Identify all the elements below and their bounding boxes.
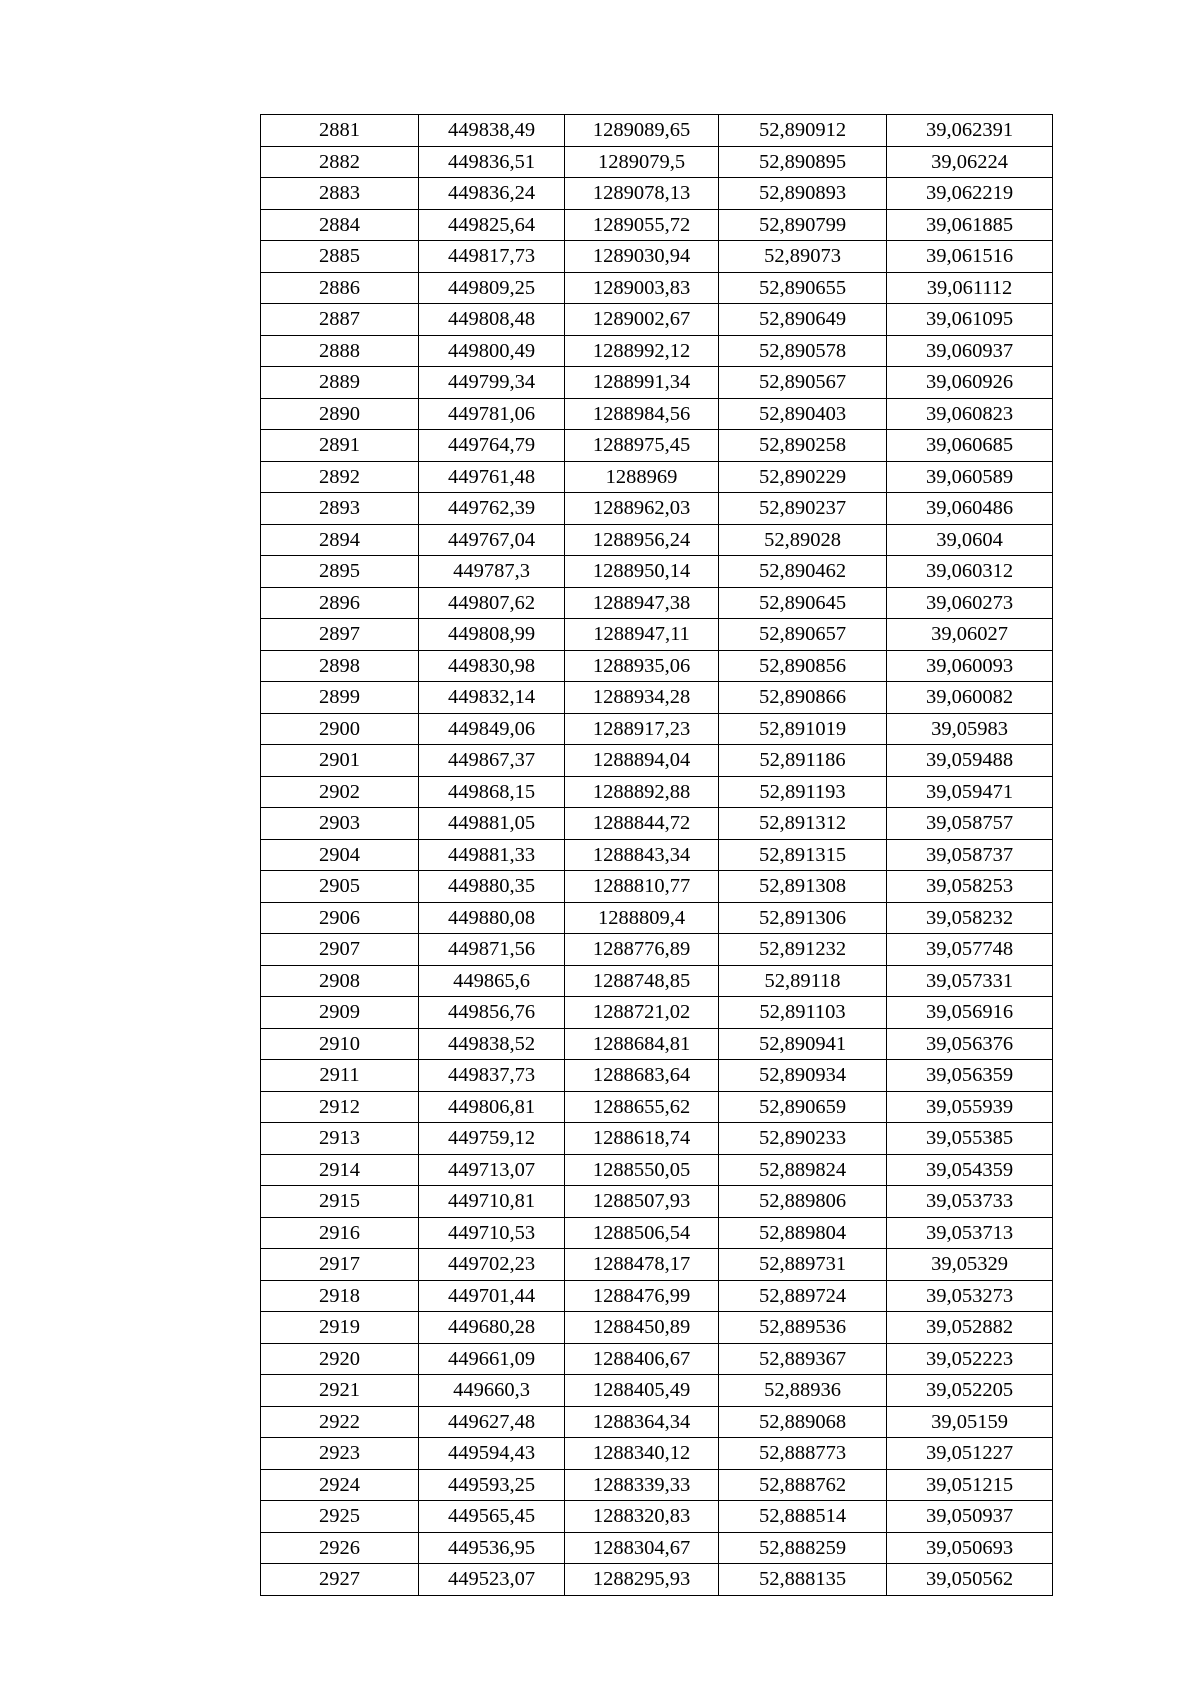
y-coordinate-cell: 1289089,65 (565, 115, 719, 147)
longitude-cell: 39,061095 (887, 304, 1053, 336)
x-coordinate-cell: 449800,49 (419, 335, 565, 367)
point-number-cell: 2908 (261, 965, 419, 997)
longitude-cell: 39,062391 (887, 115, 1053, 147)
point-number-cell: 2910 (261, 1028, 419, 1060)
latitude-cell: 52,889367 (719, 1343, 887, 1375)
x-coordinate-cell: 449787,3 (419, 556, 565, 588)
longitude-cell: 39,060273 (887, 587, 1053, 619)
y-coordinate-cell: 1288478,17 (565, 1249, 719, 1281)
longitude-cell: 39,060823 (887, 398, 1053, 430)
longitude-cell: 39,055385 (887, 1123, 1053, 1155)
table-row (261, 1091, 1053, 1123)
table-row (261, 1375, 1053, 1407)
latitude-cell: 52,890233 (719, 1123, 887, 1155)
point-number-cell: 2925 (261, 1501, 419, 1533)
longitude-cell: 39,057331 (887, 965, 1053, 997)
latitude-cell: 52,888135 (719, 1564, 887, 1596)
longitude-cell: 39,062219 (887, 178, 1053, 210)
longitude-cell: 39,060589 (887, 461, 1053, 493)
y-coordinate-cell: 1288984,56 (565, 398, 719, 430)
longitude-cell: 39,052882 (887, 1312, 1053, 1344)
longitude-cell: 39,061885 (887, 209, 1053, 241)
y-coordinate-cell: 1288507,93 (565, 1186, 719, 1218)
latitude-cell: 52,889824 (719, 1154, 887, 1186)
table-row (261, 934, 1053, 966)
y-coordinate-cell: 1288950,14 (565, 556, 719, 588)
y-coordinate-cell: 1288684,81 (565, 1028, 719, 1060)
longitude-cell: 39,05983 (887, 713, 1053, 745)
y-coordinate-cell: 1288721,02 (565, 997, 719, 1029)
x-coordinate-cell: 449713,07 (419, 1154, 565, 1186)
y-coordinate-cell: 1288947,38 (565, 587, 719, 619)
point-number-cell: 2902 (261, 776, 419, 808)
table-row (261, 808, 1053, 840)
table-row (261, 1186, 1053, 1218)
x-coordinate-cell: 449565,45 (419, 1501, 565, 1533)
latitude-cell: 52,890567 (719, 367, 887, 399)
longitude-cell: 39,060926 (887, 367, 1053, 399)
point-number-cell: 2903 (261, 808, 419, 840)
latitude-cell: 52,890229 (719, 461, 887, 493)
y-coordinate-cell: 1288618,74 (565, 1123, 719, 1155)
table-row (261, 871, 1053, 903)
table-row (261, 1060, 1053, 1092)
table-row (261, 178, 1053, 210)
table-row (261, 839, 1053, 871)
longitude-cell: 39,060093 (887, 650, 1053, 682)
table-row (261, 430, 1053, 462)
x-coordinate-cell: 449832,14 (419, 682, 565, 714)
x-coordinate-cell: 449680,28 (419, 1312, 565, 1344)
longitude-cell: 39,0604 (887, 524, 1053, 556)
table-row (261, 209, 1053, 241)
point-number-cell: 2883 (261, 178, 419, 210)
x-coordinate-cell: 449817,73 (419, 241, 565, 273)
latitude-cell: 52,890462 (719, 556, 887, 588)
latitude-cell: 52,888259 (719, 1532, 887, 1564)
longitude-cell: 39,06027 (887, 619, 1053, 651)
table-row (261, 398, 1053, 430)
table-row (261, 1028, 1053, 1060)
x-coordinate-cell: 449871,56 (419, 934, 565, 966)
y-coordinate-cell: 1288947,11 (565, 619, 719, 651)
latitude-cell: 52,890895 (719, 146, 887, 178)
table-row (261, 1532, 1053, 1564)
y-coordinate-cell: 1288340,12 (565, 1438, 719, 1470)
table-row (261, 335, 1053, 367)
latitude-cell: 52,890655 (719, 272, 887, 304)
y-coordinate-cell: 1289055,72 (565, 209, 719, 241)
latitude-cell: 52,889536 (719, 1312, 887, 1344)
longitude-cell: 39,051227 (887, 1438, 1053, 1470)
table-row (261, 556, 1053, 588)
table-row (261, 1217, 1053, 1249)
point-number-cell: 2904 (261, 839, 419, 871)
coordinates-table (260, 114, 1053, 1596)
longitude-cell: 39,060937 (887, 335, 1053, 367)
x-coordinate-cell: 449867,37 (419, 745, 565, 777)
latitude-cell: 52,889806 (719, 1186, 887, 1218)
longitude-cell: 39,055939 (887, 1091, 1053, 1123)
point-number-cell: 2884 (261, 209, 419, 241)
x-coordinate-cell: 449807,62 (419, 587, 565, 619)
table-row (261, 524, 1053, 556)
x-coordinate-cell: 449880,35 (419, 871, 565, 903)
point-number-cell: 2916 (261, 1217, 419, 1249)
point-number-cell: 2914 (261, 1154, 419, 1186)
x-coordinate-cell: 449865,6 (419, 965, 565, 997)
x-coordinate-cell: 449764,79 (419, 430, 565, 462)
longitude-cell: 39,052223 (887, 1343, 1053, 1375)
longitude-cell: 39,05329 (887, 1249, 1053, 1281)
x-coordinate-cell: 449856,76 (419, 997, 565, 1029)
table-row (261, 146, 1053, 178)
longitude-cell: 39,057748 (887, 934, 1053, 966)
x-coordinate-cell: 449868,15 (419, 776, 565, 808)
table-row (261, 650, 1053, 682)
latitude-cell: 52,890237 (719, 493, 887, 525)
x-coordinate-cell: 449523,07 (419, 1564, 565, 1596)
y-coordinate-cell: 1288776,89 (565, 934, 719, 966)
point-number-cell: 2895 (261, 556, 419, 588)
y-coordinate-cell: 1288894,04 (565, 745, 719, 777)
latitude-cell: 52,890912 (719, 115, 887, 147)
longitude-cell: 39,060685 (887, 430, 1053, 462)
point-number-cell: 2898 (261, 650, 419, 682)
y-coordinate-cell: 1288992,12 (565, 335, 719, 367)
latitude-cell: 52,890403 (719, 398, 887, 430)
y-coordinate-cell: 1288450,89 (565, 1312, 719, 1344)
x-coordinate-cell: 449761,48 (419, 461, 565, 493)
y-coordinate-cell: 1288405,49 (565, 1375, 719, 1407)
point-number-cell: 2912 (261, 1091, 419, 1123)
x-coordinate-cell: 449849,06 (419, 713, 565, 745)
y-coordinate-cell: 1288892,88 (565, 776, 719, 808)
point-number-cell: 2882 (261, 146, 419, 178)
point-number-cell: 2911 (261, 1060, 419, 1092)
longitude-cell: 39,056376 (887, 1028, 1053, 1060)
longitude-cell: 39,053713 (887, 1217, 1053, 1249)
table-row (261, 304, 1053, 336)
latitude-cell: 52,890659 (719, 1091, 887, 1123)
longitude-cell: 39,059471 (887, 776, 1053, 808)
latitude-cell: 52,889804 (719, 1217, 887, 1249)
y-coordinate-cell: 1288969 (565, 461, 719, 493)
y-coordinate-cell: 1288406,67 (565, 1343, 719, 1375)
x-coordinate-cell: 449809,25 (419, 272, 565, 304)
point-number-cell: 2897 (261, 619, 419, 651)
point-number-cell: 2927 (261, 1564, 419, 1596)
latitude-cell: 52,890941 (719, 1028, 887, 1060)
table-row (261, 1564, 1053, 1596)
x-coordinate-cell: 449825,64 (419, 209, 565, 241)
point-number-cell: 2923 (261, 1438, 419, 1470)
x-coordinate-cell: 449880,08 (419, 902, 565, 934)
longitude-cell: 39,050693 (887, 1532, 1053, 1564)
latitude-cell: 52,88936 (719, 1375, 887, 1407)
x-coordinate-cell: 449837,73 (419, 1060, 565, 1092)
point-number-cell: 2926 (261, 1532, 419, 1564)
table-row (261, 461, 1053, 493)
y-coordinate-cell: 1288683,64 (565, 1060, 719, 1092)
table-row (261, 1343, 1053, 1375)
table-row (261, 1312, 1053, 1344)
longitude-cell: 39,053733 (887, 1186, 1053, 1218)
y-coordinate-cell: 1288320,83 (565, 1501, 719, 1533)
x-coordinate-cell: 449799,34 (419, 367, 565, 399)
latitude-cell: 52,889724 (719, 1280, 887, 1312)
table-row (261, 1438, 1053, 1470)
y-coordinate-cell: 1288809,4 (565, 902, 719, 934)
latitude-cell: 52,890799 (719, 209, 887, 241)
table-row (261, 1406, 1053, 1438)
longitude-cell: 39,052205 (887, 1375, 1053, 1407)
point-number-cell: 2885 (261, 241, 419, 273)
latitude-cell: 52,891103 (719, 997, 887, 1029)
latitude-cell: 52,891019 (719, 713, 887, 745)
latitude-cell: 52,891306 (719, 902, 887, 934)
point-number-cell: 2917 (261, 1249, 419, 1281)
latitude-cell: 52,891315 (719, 839, 887, 871)
longitude-cell: 39,060082 (887, 682, 1053, 714)
y-coordinate-cell: 1288655,62 (565, 1091, 719, 1123)
x-coordinate-cell: 449710,81 (419, 1186, 565, 1218)
x-coordinate-cell: 449762,39 (419, 493, 565, 525)
x-coordinate-cell: 449838,52 (419, 1028, 565, 1060)
x-coordinate-cell: 449836,24 (419, 178, 565, 210)
x-coordinate-cell: 449830,98 (419, 650, 565, 682)
point-number-cell: 2907 (261, 934, 419, 966)
longitude-cell: 39,051215 (887, 1469, 1053, 1501)
y-coordinate-cell: 1288304,67 (565, 1532, 719, 1564)
y-coordinate-cell: 1288935,06 (565, 650, 719, 682)
latitude-cell: 52,890258 (719, 430, 887, 462)
latitude-cell: 52,89028 (719, 524, 887, 556)
x-coordinate-cell: 449881,05 (419, 808, 565, 840)
longitude-cell: 39,058737 (887, 839, 1053, 871)
table-row (261, 682, 1053, 714)
x-coordinate-cell: 449881,33 (419, 839, 565, 871)
point-number-cell: 2893 (261, 493, 419, 525)
table-row (261, 1280, 1053, 1312)
x-coordinate-cell: 449710,53 (419, 1217, 565, 1249)
longitude-cell: 39,056916 (887, 997, 1053, 1029)
table-row (261, 493, 1053, 525)
x-coordinate-cell: 449759,12 (419, 1123, 565, 1155)
point-number-cell: 2891 (261, 430, 419, 462)
table-row (261, 587, 1053, 619)
longitude-cell: 39,060486 (887, 493, 1053, 525)
point-number-cell: 2909 (261, 997, 419, 1029)
table-row (261, 1123, 1053, 1155)
x-coordinate-cell: 449593,25 (419, 1469, 565, 1501)
latitude-cell: 52,888762 (719, 1469, 887, 1501)
longitude-cell: 39,058232 (887, 902, 1053, 934)
table-row (261, 1501, 1053, 1533)
table-row (261, 965, 1053, 997)
table-row (261, 997, 1053, 1029)
y-coordinate-cell: 1288550,05 (565, 1154, 719, 1186)
y-coordinate-cell: 1288295,93 (565, 1564, 719, 1596)
table-row (261, 241, 1053, 273)
longitude-cell: 39,05159 (887, 1406, 1053, 1438)
longitude-cell: 39,053273 (887, 1280, 1053, 1312)
point-number-cell: 2900 (261, 713, 419, 745)
latitude-cell: 52,889731 (719, 1249, 887, 1281)
x-coordinate-cell: 449661,09 (419, 1343, 565, 1375)
point-number-cell: 2887 (261, 304, 419, 336)
point-number-cell: 2906 (261, 902, 419, 934)
y-coordinate-cell: 1289002,67 (565, 304, 719, 336)
longitude-cell: 39,056359 (887, 1060, 1053, 1092)
longitude-cell: 39,061516 (887, 241, 1053, 273)
latitude-cell: 52,890893 (719, 178, 887, 210)
x-coordinate-cell: 449536,95 (419, 1532, 565, 1564)
table-row (261, 1469, 1053, 1501)
y-coordinate-cell: 1288476,99 (565, 1280, 719, 1312)
point-number-cell: 2920 (261, 1343, 419, 1375)
y-coordinate-cell: 1288748,85 (565, 965, 719, 997)
longitude-cell: 39,060312 (887, 556, 1053, 588)
point-number-cell: 2881 (261, 115, 419, 147)
latitude-cell: 52,888514 (719, 1501, 887, 1533)
table-row (261, 115, 1053, 147)
latitude-cell: 52,891232 (719, 934, 887, 966)
latitude-cell: 52,89118 (719, 965, 887, 997)
longitude-cell: 39,058253 (887, 871, 1053, 903)
table-row (261, 776, 1053, 808)
point-number-cell: 2919 (261, 1312, 419, 1344)
table-row (261, 713, 1053, 745)
point-number-cell: 2918 (261, 1280, 419, 1312)
x-coordinate-cell: 449767,04 (419, 524, 565, 556)
y-coordinate-cell: 1289079,5 (565, 146, 719, 178)
longitude-cell: 39,050937 (887, 1501, 1053, 1533)
latitude-cell: 52,888773 (719, 1438, 887, 1470)
table-row (261, 1154, 1053, 1186)
point-number-cell: 2913 (261, 1123, 419, 1155)
y-coordinate-cell: 1288810,77 (565, 871, 719, 903)
table-row (261, 745, 1053, 777)
latitude-cell: 52,891186 (719, 745, 887, 777)
latitude-cell: 52,890934 (719, 1060, 887, 1092)
table-row (261, 367, 1053, 399)
point-number-cell: 2892 (261, 461, 419, 493)
y-coordinate-cell: 1289030,94 (565, 241, 719, 273)
longitude-cell: 39,058757 (887, 808, 1053, 840)
latitude-cell: 52,89073 (719, 241, 887, 273)
y-coordinate-cell: 1288506,54 (565, 1217, 719, 1249)
latitude-cell: 52,889068 (719, 1406, 887, 1438)
y-coordinate-cell: 1288364,34 (565, 1406, 719, 1438)
latitude-cell: 52,891308 (719, 871, 887, 903)
y-coordinate-cell: 1288844,72 (565, 808, 719, 840)
point-number-cell: 2905 (261, 871, 419, 903)
y-coordinate-cell: 1288956,24 (565, 524, 719, 556)
latitude-cell: 52,890856 (719, 650, 887, 682)
latitude-cell: 52,890657 (719, 619, 887, 651)
x-coordinate-cell: 449701,44 (419, 1280, 565, 1312)
latitude-cell: 52,890578 (719, 335, 887, 367)
x-coordinate-cell: 449660,3 (419, 1375, 565, 1407)
latitude-cell: 52,891193 (719, 776, 887, 808)
x-coordinate-cell: 449836,51 (419, 146, 565, 178)
longitude-cell: 39,06224 (887, 146, 1053, 178)
y-coordinate-cell: 1288975,45 (565, 430, 719, 462)
point-number-cell: 2899 (261, 682, 419, 714)
longitude-cell: 39,061112 (887, 272, 1053, 304)
table-row (261, 902, 1053, 934)
latitude-cell: 52,890866 (719, 682, 887, 714)
point-number-cell: 2894 (261, 524, 419, 556)
point-number-cell: 2896 (261, 587, 419, 619)
x-coordinate-cell: 449808,48 (419, 304, 565, 336)
longitude-cell: 39,054359 (887, 1154, 1053, 1186)
point-number-cell: 2890 (261, 398, 419, 430)
table-row (261, 272, 1053, 304)
point-number-cell: 2915 (261, 1186, 419, 1218)
point-number-cell: 2886 (261, 272, 419, 304)
y-coordinate-cell: 1289003,83 (565, 272, 719, 304)
x-coordinate-cell: 449806,81 (419, 1091, 565, 1123)
x-coordinate-cell: 449627,48 (419, 1406, 565, 1438)
longitude-cell: 39,050562 (887, 1564, 1053, 1596)
y-coordinate-cell: 1288962,03 (565, 493, 719, 525)
longitude-cell: 39,059488 (887, 745, 1053, 777)
latitude-cell: 52,890649 (719, 304, 887, 336)
point-number-cell: 2888 (261, 335, 419, 367)
x-coordinate-cell: 449702,23 (419, 1249, 565, 1281)
y-coordinate-cell: 1288917,23 (565, 713, 719, 745)
point-number-cell: 2924 (261, 1469, 419, 1501)
x-coordinate-cell: 449781,06 (419, 398, 565, 430)
point-number-cell: 2889 (261, 367, 419, 399)
x-coordinate-cell: 449594,43 (419, 1438, 565, 1470)
x-coordinate-cell: 449838,49 (419, 115, 565, 147)
point-number-cell: 2921 (261, 1375, 419, 1407)
latitude-cell: 52,891312 (719, 808, 887, 840)
x-coordinate-cell: 449808,99 (419, 619, 565, 651)
y-coordinate-cell: 1289078,13 (565, 178, 719, 210)
y-coordinate-cell: 1288843,34 (565, 839, 719, 871)
table-row (261, 619, 1053, 651)
y-coordinate-cell: 1288934,28 (565, 682, 719, 714)
y-coordinate-cell: 1288991,34 (565, 367, 719, 399)
latitude-cell: 52,890645 (719, 587, 887, 619)
point-number-cell: 2901 (261, 745, 419, 777)
y-coordinate-cell: 1288339,33 (565, 1469, 719, 1501)
coordinates-table-body (261, 115, 1053, 1596)
table-row (261, 1249, 1053, 1281)
point-number-cell: 2922 (261, 1406, 419, 1438)
